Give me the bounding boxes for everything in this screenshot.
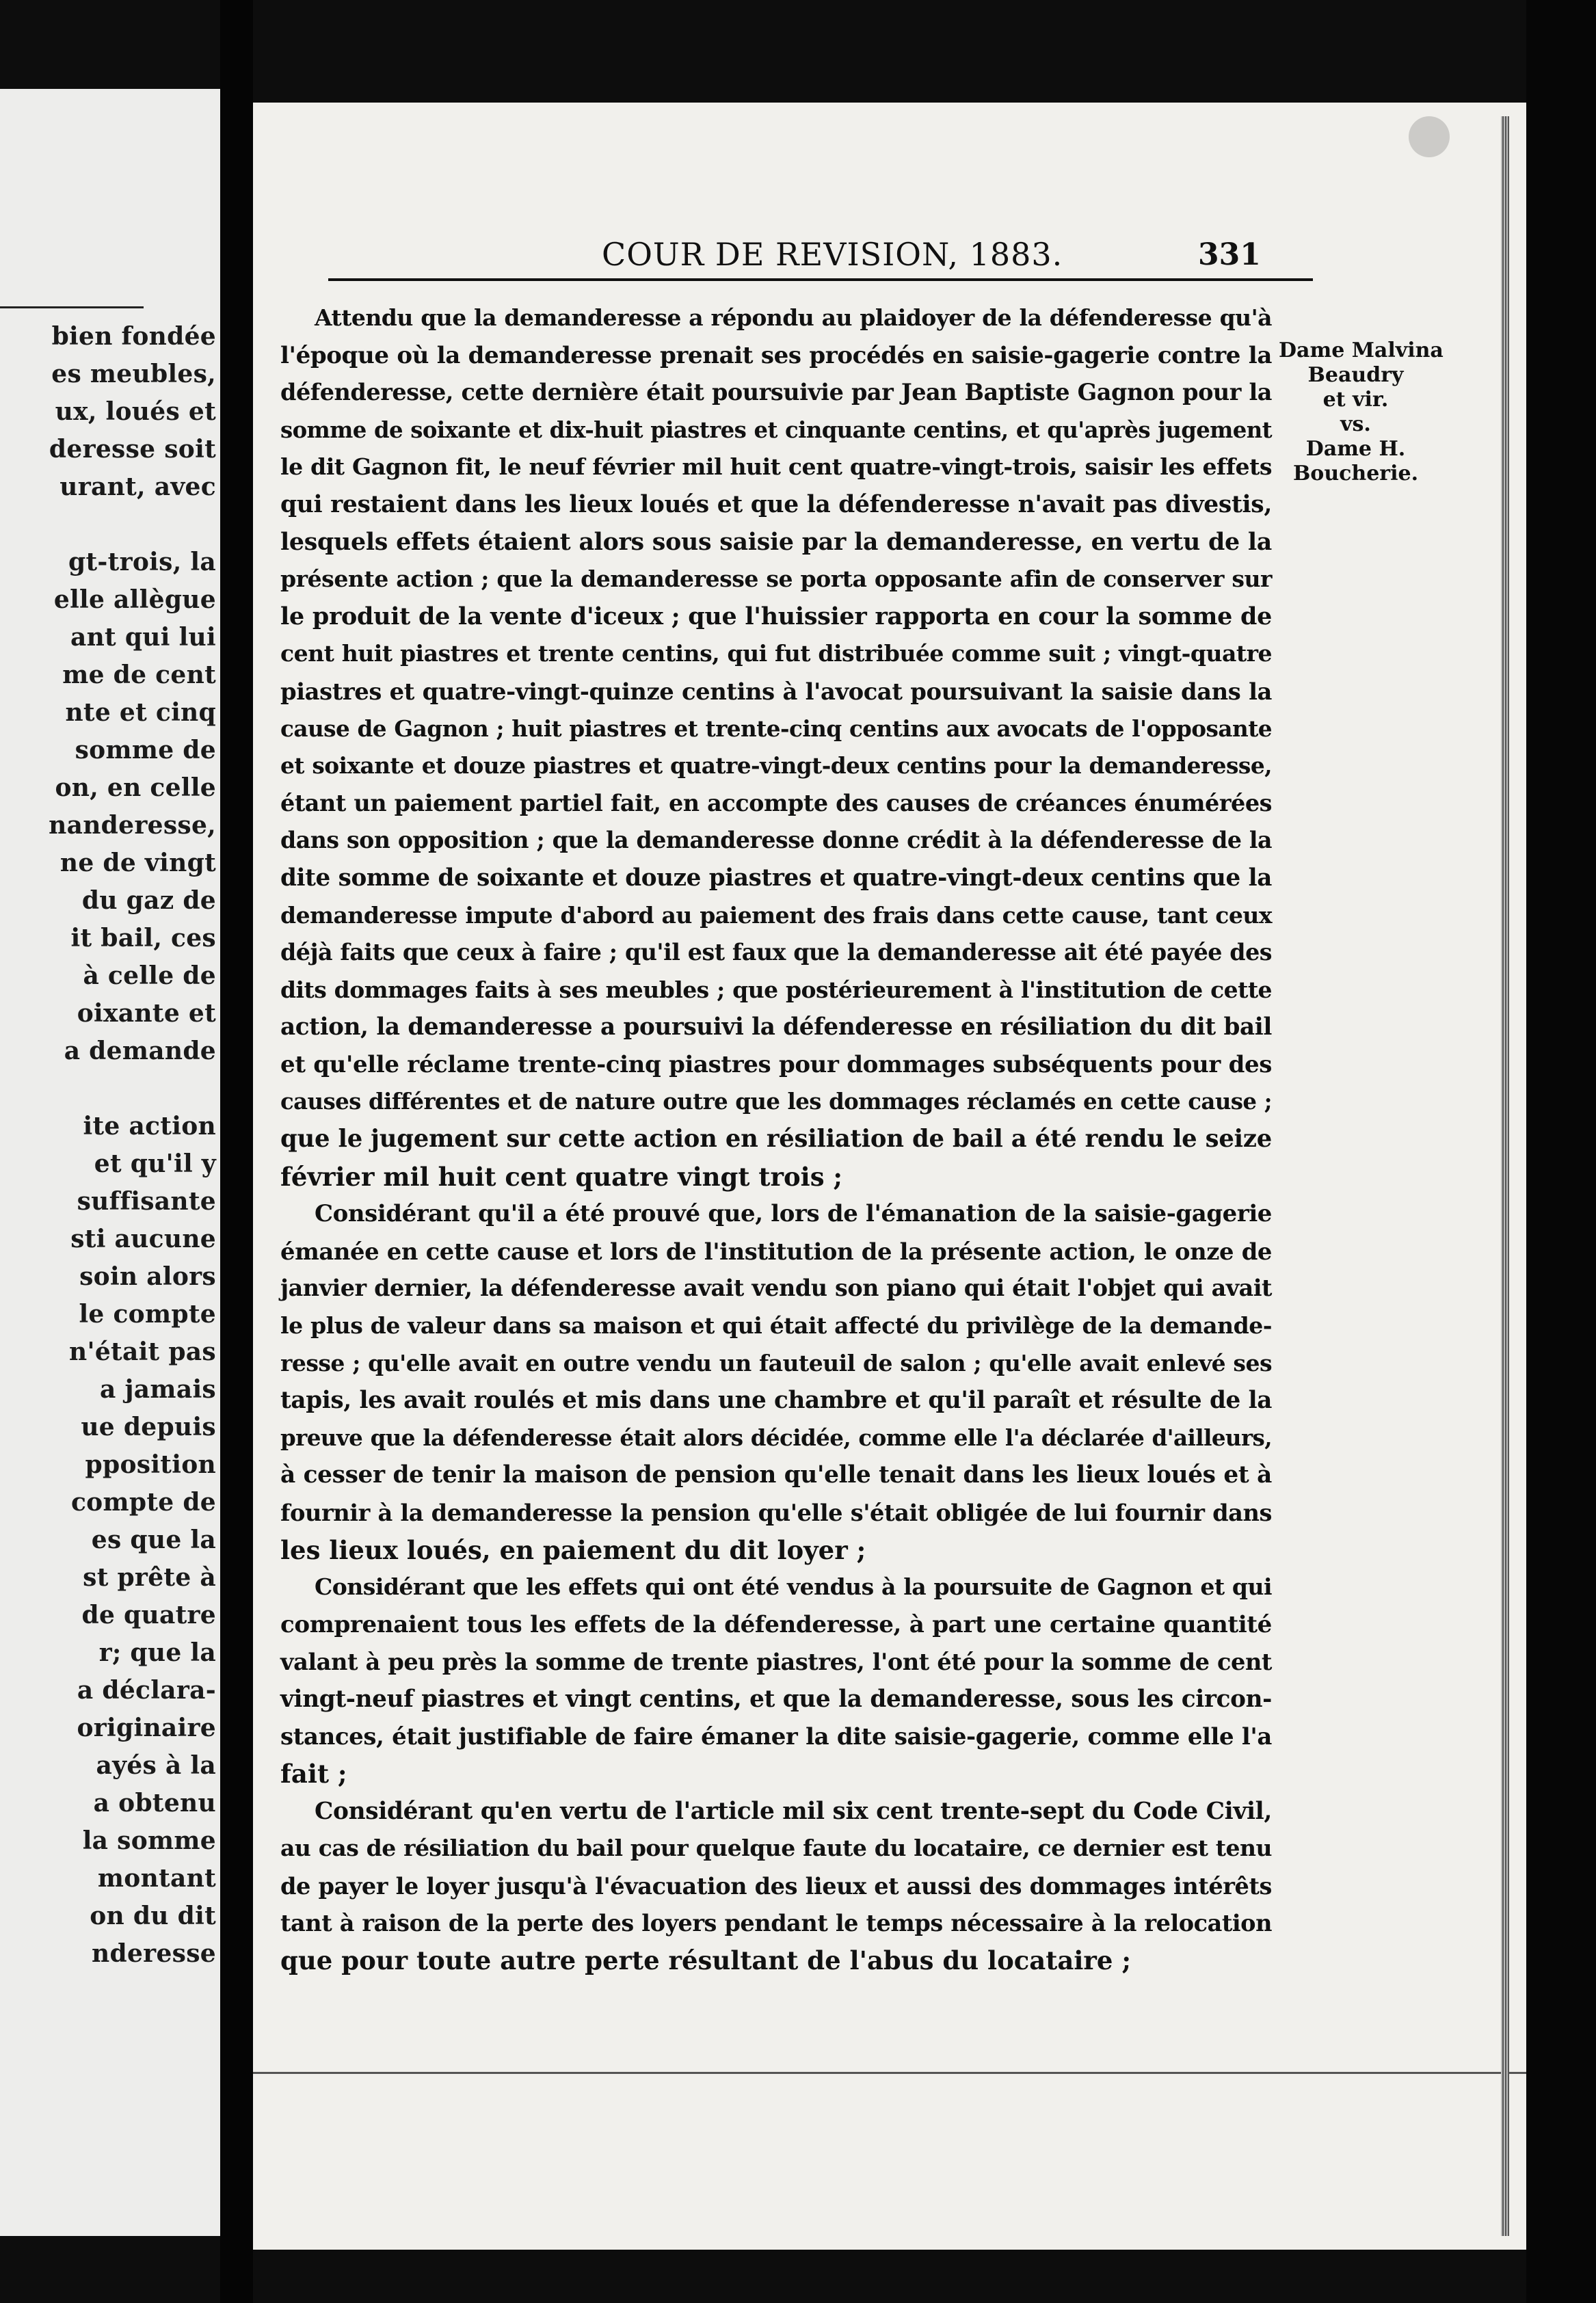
facing-page-line: la somme	[82, 1826, 216, 1855]
text-line: le dit Gagnon fit, le neuf février mil huit cent quatre-vingt-trois, saisir les effets	[280, 453, 1272, 481]
facing-page-line: n'était pas	[69, 1337, 216, 1366]
facing-page-line: on du dit	[90, 1902, 216, 1930]
facing-page-text	[0, 318, 216, 1973]
facing-page-line: soin alors	[79, 1262, 216, 1291]
facing-page-line: on, en celle	[55, 773, 216, 802]
text-line: de payer le loyer jusqu'à l'évacuation des lieux et aussi des dommages intérêts	[280, 1872, 1272, 1900]
facing-page-line: a obtenu	[93, 1789, 216, 1818]
facing-page-line: urant, avec	[59, 472, 216, 501]
facing-page-line: nte et cinq	[65, 698, 216, 727]
paragraph	[280, 299, 1272, 1195]
facing-page-line: ne de vingt	[59, 849, 216, 877]
facing-page-line: ite action	[83, 1112, 216, 1141]
facing-page-line: a déclara-	[77, 1676, 216, 1705]
margin-note-line: vs.	[1340, 412, 1371, 436]
text-line: demanderesse impute d'abord au paiement des frais dans cette cause, tant ceux	[280, 901, 1272, 929]
paragraph	[280, 1793, 1272, 1980]
facing-page-line: suffisante	[77, 1187, 216, 1216]
facing-page-line: it bail, ces	[70, 924, 216, 953]
facing-page-line: sti aucune	[70, 1225, 216, 1253]
facing-page-line: me de cent	[62, 661, 216, 689]
book-page	[253, 103, 1526, 2250]
text-line: émanée en cette cause et lors de l'institution de la présente action, le onze de	[280, 1237, 1272, 1265]
text-line: Considérant qu'il a été prouvé que, lors de l'émanation de la saisie-gagerie	[315, 1200, 1272, 1228]
text-line: dite somme de soixante et douze piastres et quatre-vingt-deux centins que la	[280, 864, 1272, 892]
text-line: comprenaient tous les effets de la défenderesse, à part une certaine quantité	[280, 1610, 1272, 1638]
text-line: janvier dernier, la défenderesse avait vendu son piano qui était l'objet qui avait	[280, 1275, 1272, 1302]
facing-page-line: de quatre	[81, 1601, 216, 1629]
facing-page-line: r; que la	[98, 1638, 216, 1667]
facing-page-line: ux, loués et	[55, 397, 216, 426]
paragraph	[280, 1195, 1272, 1569]
facing-page-line: et qu'il y	[94, 1149, 216, 1178]
facing-page-rule	[0, 306, 144, 308]
text-line: resse ; qu'elle avait en outre vendu un fauteuil de salon ; qu'elle avait enlevé ses	[280, 1349, 1272, 1376]
text-line: lesquels effets étaient alors sous saisie par la demanderesse, en vertu de la	[280, 527, 1272, 556]
text-line: fournir à la demanderesse la pension qu'elle s'était obligée de lui fournir dans	[280, 1499, 1272, 1526]
text-line: et qu'elle réclame trente-cinq piastres pour dommages subséquents pour des	[280, 1050, 1272, 1078]
facing-page-line: a jamais	[100, 1375, 216, 1404]
header-rule	[328, 278, 1313, 281]
facing-page-line: ue depuis	[81, 1413, 216, 1441]
margin-note-line: Beaudry	[1307, 363, 1404, 387]
facing-page-line: ayés à la	[96, 1751, 216, 1780]
text-line: dans son opposition ; que la demanderesse donne crédit à la défenderesse de la	[280, 827, 1272, 854]
text-line: dits dommages faits à ses meubles ; que postérieurement à l'institution de cette	[280, 976, 1272, 1003]
facing-page-line: oixante et	[77, 999, 216, 1028]
text-line: vingt-neuf piastres et vingt centins, et que la demanderesse, sous les circon-	[280, 1685, 1272, 1713]
margin-note-line: et vir.	[1322, 388, 1389, 412]
margin-note-line: Dame H.	[1305, 437, 1406, 461]
text-line: cent huit piastres et trente centins, qui fut distribuée comme suit ; vingt-quatre	[280, 640, 1272, 667]
page-number: 331	[1198, 237, 1261, 272]
facing-page-line: a demande	[64, 1037, 216, 1065]
page-edge	[1501, 116, 1509, 2236]
book-gutter	[220, 0, 253, 2303]
facing-page-line: es meubles,	[51, 360, 216, 388]
text-line: Considérant qu'en vertu de l'article mil six cent trente-sept du Code Civil,	[315, 1797, 1272, 1825]
scan-artifact-line	[253, 2072, 1526, 2074]
text-line: action, la demanderesse a poursuivi la défenderesse en résiliation du dit bail	[280, 1013, 1272, 1041]
running-title: COUR DE REVISION, 1883.	[602, 236, 1063, 273]
text-line: que le jugement sur cette action en résiliation de bail a été rendu le seize	[280, 1125, 1272, 1154]
text-line: stances, était justifiable de faire émaner la dite saisie-gagerie, comme elle l'a	[280, 1722, 1272, 1750]
facing-page-line: le compte	[79, 1300, 216, 1329]
text-line: Considérant que les effets qui ont été vendus à la poursuite de Gagnon et qui	[315, 1573, 1272, 1601]
facing-page-fragment	[0, 89, 220, 2236]
facing-page-line: pposition	[85, 1450, 216, 1479]
text-line: preuve que la défenderesse était alors décidée, comme elle l'a déclarée d'ailleurs,	[280, 1424, 1272, 1451]
facing-page-line: deresse soit	[49, 435, 216, 464]
page-header	[253, 236, 1526, 277]
text-line: les lieux loués, en paiement du dit loyer ;	[280, 1534, 866, 1565]
facing-page-line: elle allègue	[53, 585, 216, 614]
facing-page-line: montant	[97, 1864, 216, 1893]
margin-note-line: Dame Malvina	[1279, 338, 1444, 362]
facing-page-line	[0, 506, 216, 544]
facing-page-line: du gaz de	[81, 886, 216, 915]
text-line: tapis, les avait roulés et mis dans une chambre et qu'il paraît et résulte de la	[280, 1387, 1272, 1415]
facing-page-line: somme de	[75, 736, 216, 764]
facing-page-line	[0, 1070, 216, 1108]
text-line: présente action ; que la demanderesse se porta opposante afin de conserver sur	[280, 565, 1272, 593]
facing-page-line: compte de	[70, 1488, 216, 1517]
paragraph	[280, 1569, 1272, 1793]
facing-page-line: à celle de	[83, 961, 216, 990]
text-line: cause de Gagnon ; huit piastres et trente-cinq centins aux avocats de l'opposante	[280, 715, 1272, 742]
text-line: qui restaient dans les lieux loués et que la défenderesse n'avait pas divestis,	[280, 490, 1272, 518]
case-margin-note	[1279, 338, 1444, 486]
facing-page-line: originaire	[77, 1714, 216, 1742]
facing-page-line: nderesse	[92, 1939, 216, 1968]
text-line: février mil huit cent quatre vingt trois ;	[280, 1161, 843, 1192]
text-line: au cas de résiliation du bail pour quelque faute du locataire, ce dernier est tenu	[280, 1835, 1272, 1862]
text-line: que pour toute autre perte résultant de l'abus du locataire ;	[280, 1945, 1131, 1976]
text-line: piastres et quatre-vingt-quinze centins à l'avocat poursuivant la saisie dans la	[280, 677, 1272, 705]
text-line: et soixante et douze piastres et quatre-vingt-deux centins pour la demanderesse,	[280, 752, 1272, 780]
text-line: défenderesse, cette dernière était poursuivie par Jean Baptiste Gagnon pour la	[280, 379, 1272, 406]
body-text	[280, 299, 1272, 1980]
facing-page-line: es que la	[91, 1526, 216, 1554]
text-line: valant à peu près la somme de trente piastres, l'ont été pour la somme de cent	[280, 1648, 1272, 1676]
text-line: l'époque où la demanderesse prenait ses procédés en saisie-gagerie contre la	[280, 341, 1272, 369]
facing-page-line: nanderesse,	[49, 811, 216, 840]
text-line: tant à raison de la perte des loyers pendant le temps nécessaire à la relocation	[280, 1909, 1272, 1936]
text-line: le plus de valeur dans sa maison et qui était affecté du privilège de la demande-	[280, 1312, 1272, 1340]
facing-page-line: st prête à	[83, 1563, 216, 1592]
text-line: somme de soixante et dix-huit piastres et cinquante centins, et qu'après jugement	[280, 416, 1272, 443]
facing-page-line: bien fondée	[51, 322, 216, 351]
facing-page-line: ant qui lui	[70, 623, 216, 652]
text-line: déjà faits que ceux à faire ; qu'il est faux que la demanderesse ait été payée des	[280, 939, 1272, 966]
page-smudge	[1409, 116, 1450, 157]
text-line: causes différentes et de nature outre que les dommages réclamés en cette cause ;	[280, 1089, 1272, 1115]
text-line: Attendu que la demanderesse a répondu au plaidoyer de la défenderesse qu'à	[315, 304, 1272, 331]
text-line: à cesser de tenir la maison de pension qu'elle tenait dans les lieux loués et à	[280, 1461, 1272, 1489]
book-spine	[1526, 0, 1596, 2303]
text-line: fait ;	[280, 1759, 347, 1789]
facing-page-line: gt-trois, la	[68, 548, 216, 576]
text-line: le produit de la vente d'iceux ; que l'huissier rapporta en cour la somme de	[280, 602, 1272, 630]
text-line: étant un paiement partiel fait, en accompte des causes de créances énumérées	[280, 789, 1272, 816]
margin-note-line: Boucherie.	[1292, 462, 1419, 485]
